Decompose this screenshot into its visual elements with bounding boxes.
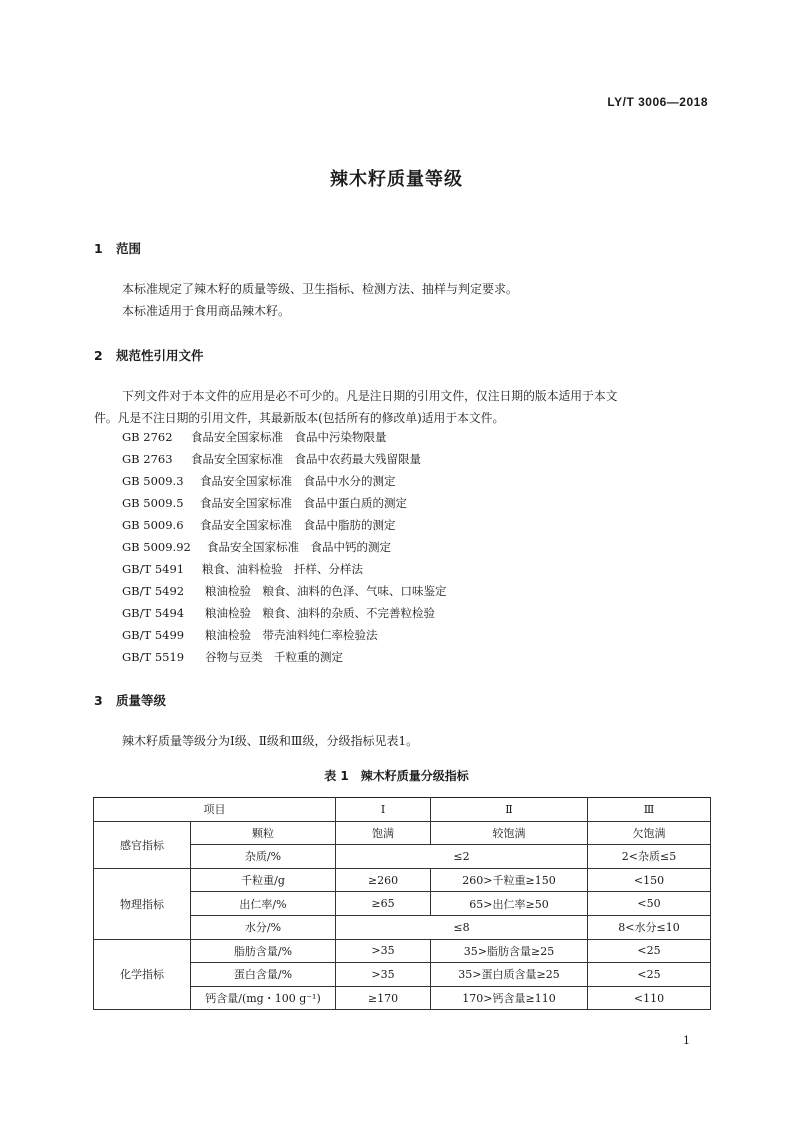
section-number: 2: [94, 348, 103, 363]
cell-grade-3: <50: [588, 892, 711, 916]
reference-title: 谷物与豆类 千粒重的测定: [205, 650, 343, 664]
header-item: 项目: [94, 798, 336, 822]
reference-code: GB/T 5491: [122, 562, 185, 576]
section-1-heading: [94, 239, 141, 257]
reference-item: [122, 473, 396, 489]
cell-grade-1: ≥170: [336, 986, 431, 1010]
reference-title: 食品安全国家标准 食品中水分的测定: [200, 474, 396, 488]
standard-code: LY/T 3006—2018: [607, 95, 708, 109]
cell-grade-3: <25: [588, 963, 711, 987]
section-2-intro-line-2: 件。凡是不注日期的引用文件，其最新版本(包括所有的修改单)适用于本文件。: [94, 411, 505, 425]
cell-grade-1: >35: [336, 963, 431, 987]
row-item: 出仁率/%: [191, 892, 336, 916]
cell-grade-2: 较饱满: [431, 821, 588, 845]
row-item: 杂质/%: [191, 845, 336, 869]
cell-grade-3: 2<杂质≤5: [588, 845, 711, 869]
reference-code: GB 2763: [122, 452, 173, 466]
reference-item: [122, 649, 343, 665]
reference-code: GB 2762: [122, 430, 173, 444]
reference-code: GB/T 5492: [122, 584, 185, 598]
reference-item: [122, 583, 447, 599]
reference-title: 粮油检验 粮食、油料的杂质、不完善粒检验: [205, 606, 435, 620]
cell-grade-3: <25: [588, 939, 711, 963]
reference-item: [122, 539, 391, 555]
reference-item: [122, 495, 407, 511]
row-item: 水分/%: [191, 915, 336, 939]
reference-code: GB/T 5499: [122, 628, 185, 642]
reference-title: 粮油检验 带壳油料纯仁率检验法: [205, 628, 378, 642]
cell-grade-1: >35: [336, 939, 431, 963]
section-3-heading: [94, 691, 166, 709]
table-row: [94, 868, 711, 892]
row-item: 脂肪含量/%: [191, 939, 336, 963]
section-number: 3: [94, 693, 103, 708]
row-item: 颗粒: [191, 821, 336, 845]
reference-title: 食品安全国家标准 食品中农药最大残留限量: [191, 452, 421, 466]
table-row: [94, 821, 711, 845]
cell-grade-1-2: ≤2: [336, 845, 588, 869]
reference-title: 粮油检验 粮食、油料的色泽、气味、口味鉴定: [205, 584, 447, 598]
reference-code: GB 5009.92: [122, 540, 191, 554]
group-label: 感官指标: [94, 821, 191, 868]
table-row: [94, 939, 711, 963]
cell-grade-1: 饱满: [336, 821, 431, 845]
reference-code: GB 5009.6: [122, 518, 184, 532]
section-1-para-1: 本标准规定了辣木籽的质量等级、卫生指标、检测方法、抽样与判定要求。: [122, 282, 519, 296]
cell-grade-1: ≥260: [336, 868, 431, 892]
reference-item: [122, 627, 378, 643]
cell-grade-2: 170>钙含量≥110: [431, 986, 588, 1010]
quality-grade-table: [93, 797, 711, 1010]
cell-grade-1-2: ≤8: [336, 915, 588, 939]
group-label: 物理指标: [94, 868, 191, 939]
reference-title: 食品安全国家标准 食品中蛋白质的测定: [200, 496, 407, 510]
section-title: 规范性引用文件: [116, 348, 204, 363]
cell-grade-3: 欠饱满: [588, 821, 711, 845]
reference-item: [122, 429, 387, 445]
reference-code: GB 5009.3: [122, 474, 184, 488]
cell-grade-2: 35>脂肪含量≥25: [431, 939, 588, 963]
cell-grade-3: 8<水分≤10: [588, 915, 711, 939]
reference-title: 食品安全国家标准 食品中脂肪的测定: [200, 518, 396, 532]
cell-grade-2: 35>蛋白质含量≥25: [431, 963, 588, 987]
document-title: 辣木籽质量等级: [330, 169, 463, 190]
cell-grade-3: <150: [588, 868, 711, 892]
reference-title: 食品安全国家标准 食品中钙的测定: [207, 540, 391, 554]
row-item: 千粒重/g: [191, 868, 336, 892]
section-2-heading: [94, 346, 204, 364]
reference-title: 粮食、油料检验 扦样、分样法: [202, 562, 363, 576]
row-item: 蛋白含量/%: [191, 963, 336, 987]
cell-grade-1: ≥65: [336, 892, 431, 916]
reference-item: [122, 451, 421, 467]
header-grade-1: Ⅰ: [336, 798, 431, 822]
reference-item: [122, 517, 396, 533]
reference-item: [122, 605, 435, 621]
section-3-para: 辣木籽质量等级分为Ⅰ级、Ⅱ级和Ⅲ级，分级指标见表1。: [122, 734, 419, 748]
group-label: 化学指标: [94, 939, 191, 1010]
reference-code: GB/T 5519: [122, 650, 185, 664]
section-2-intro-line-1: 下列文件对于本文件的应用是必不可少的。凡是注日期的引用文件，仅注日期的版本适用于本文: [122, 389, 618, 403]
page-number: 1: [683, 1034, 690, 1047]
section-1-para-2: 本标准适用于食用商品辣木籽。: [122, 304, 291, 318]
section-title: 范围: [116, 241, 142, 256]
table-header-row: [94, 798, 711, 822]
cell-grade-2: 65>出仁率≥50: [431, 892, 588, 916]
header-grade-2: Ⅱ: [431, 798, 588, 822]
header-grade-3: Ⅲ: [588, 798, 711, 822]
section-title: 质量等级: [116, 693, 167, 708]
table-caption: 表 1 辣木籽质量分级指标: [324, 769, 469, 783]
cell-grade-3: <110: [588, 986, 711, 1010]
reference-item: [122, 561, 363, 577]
section-number: 1: [94, 241, 103, 256]
row-item: 钙含量/(mg・100 g⁻¹): [191, 986, 336, 1010]
reference-code: GB/T 5494: [122, 606, 185, 620]
cell-grade-2: 260>千粒重≥150: [431, 868, 588, 892]
reference-title: 食品安全国家标准 食品中污染物限量: [191, 430, 387, 444]
reference-code: GB 5009.5: [122, 496, 184, 510]
